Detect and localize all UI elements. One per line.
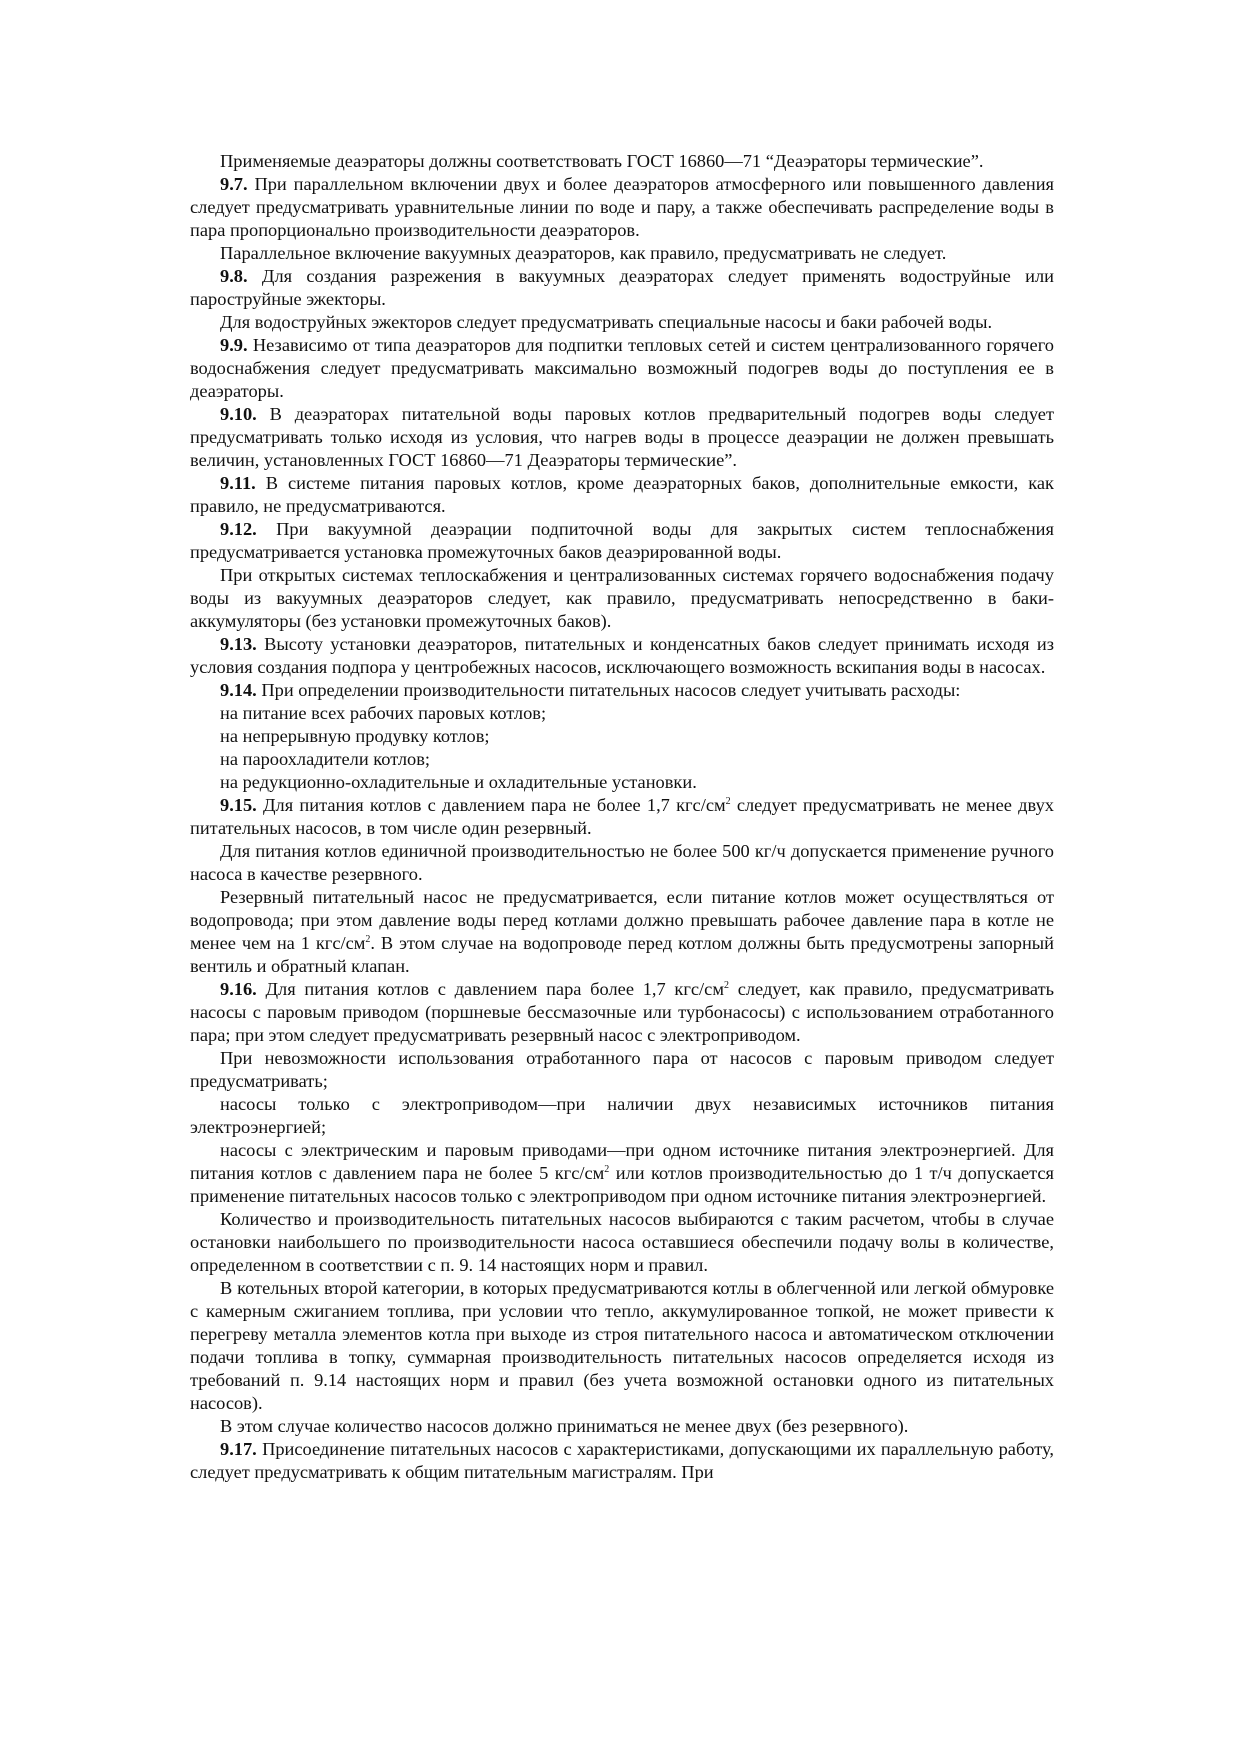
paragraph — [190, 242, 1054, 265]
paragraph — [190, 633, 1054, 679]
paragraph — [190, 1139, 1054, 1208]
clause-number: 9.14. — [220, 680, 257, 700]
clause-number: 9.11. — [220, 473, 256, 493]
paragraph — [190, 1047, 1054, 1093]
paragraph — [190, 403, 1054, 472]
clause-number: 9.13. — [220, 634, 257, 654]
paragraph-text: В котельных второй категории, в которых предусматриваются котлы в облегченной или легкой обмуровке с камерным сжиганием топлива, при условии что тепло, аккумулированное топкой, не может привести к перегреву металла элементов котла при выходе из строя питательного насоса и автоматическом отключении подачи топлива в топку, суммарная производительность питательных насосов определяется исходя из требований п. 9.14 настоящих норм и правил (без учета возможной остановки одного из питательных насосов). — [190, 1278, 1054, 1413]
paragraph-text: Для питания котлов с давлением пара более 1,7 кгс/$см^2$ следует, как правило, предусматривать насосы с паровым приводом (поршневые бессмазочные или турбонасосы) с использованием отработанного пара; при этом следует предусматривать резервный насос с электроприводом. — [190, 979, 1055, 1045]
clause-number: 9.16. — [220, 979, 257, 999]
paragraph-text: Для создания разрежения в вакуумных деаэраторах следует применять водоструйные или пароструйные эжекторы. — [190, 266, 1054, 309]
paragraph-text: Высоту установки деаэраторов, питательных и конденсатных баков следует принимать исходя из условия создания подпора у центробежных насосов, исключающего возможность вскипания воды в насосах. — [190, 634, 1054, 677]
paragraph — [190, 1438, 1054, 1484]
list-item — [190, 725, 1054, 748]
paragraph-text: на непрерывную продувку котлов; — [220, 726, 490, 746]
paragraph-text: на пароохладители котлов; — [220, 749, 430, 769]
paragraph — [190, 1415, 1054, 1438]
paragraph — [190, 1277, 1054, 1415]
paragraph — [190, 794, 1054, 840]
paragraph-text: Применяемые деаэраторы должны соответствовать ГОСТ 16860—71 “Деаэраторы термические”. — [220, 151, 984, 171]
paragraph-text: Количество и производительность питательных насосов выбираются с таким расчетом, чтобы в случае остановки наибольшего по производительности насоса оставшиеся обеспечили подачу волы в количестве, определенном в соответствии с п. 9. 14 настоящих норм и правил. — [190, 1209, 1054, 1275]
clause-number: 9.12. — [220, 519, 257, 539]
paragraph-text: В деаэраторах питательной воды паровых котлов предварительный подогрев воды следует предусматривать только исходя из условия, что нагрев воды в процессе деаэрации не должен превышать величин, установленных ГОСТ 16860—71 Деаэраторы термические”. — [190, 404, 1054, 470]
clause-number: 9.9. — [220, 335, 248, 355]
paragraph-text: Для питания котлов единичной производительностью не более 500 кг/ч допускается применение ручного насоса в качестве резервного. — [190, 841, 1054, 884]
paragraph-text: Резервный питательный насос не предусматривается, если питание котлов может осуществляться от водопровода; при этом давление воды перед котлами должно превышать рабочее давление пара в котле не менее чем на 1 кгс/$см^2$. В этом случае на водопроводе перед котлом должны быть предусмотрены запорный вентиль и обратный клапан. — [190, 887, 1054, 976]
paragraph — [190, 1208, 1054, 1277]
paragraph — [190, 472, 1054, 518]
paragraph — [190, 679, 1054, 702]
paragraph-text: Независимо от типа деаэраторов для подпитки тепловых сетей и систем централизованного горячего водоснабжения следует предусматривать максимально возможный подогрев воды до поступления ее в деаэраторы. — [190, 335, 1054, 401]
clause-number: 9.10. — [220, 404, 257, 424]
paragraph-text: Для водоструйных эжекторов следует предусматривать специальные насосы и баки рабочей воды. — [220, 312, 993, 332]
paragraph — [190, 886, 1054, 978]
paragraph — [190, 150, 1054, 173]
paragraph — [190, 564, 1054, 633]
clause-number: 9.17. — [220, 1439, 257, 1459]
paragraph — [190, 978, 1054, 1047]
paragraph-text: Параллельное включение вакуумных деаэраторов, как правило, предусматривать не следует. — [220, 243, 947, 263]
list-item — [190, 748, 1054, 771]
clause-number: 9.8. — [220, 266, 248, 286]
clause-number: 9.15. — [220, 795, 257, 815]
paragraph-text: При параллельном включении двух и более деаэраторов атмосферного или повышенного давления следует предусматривать уравнительные линии по воде и пару, а также обеспечивать распределение воды в пара пропорционально производительности деаэраторов. — [190, 174, 1054, 240]
document-page — [190, 150, 1054, 1484]
paragraph — [190, 311, 1054, 334]
paragraph — [190, 265, 1054, 311]
paragraph-text: В системе питания паровых котлов, кроме деаэраторных баков, дополнительные емкости, как правило, не предусматриваются. — [190, 473, 1054, 516]
paragraph-text: Присоединение питательных насосов с характеристиками, допускающими их параллельную работу, следует предусматривать к общим питательным магистралям. При — [190, 1439, 1054, 1482]
paragraph — [190, 173, 1054, 242]
paragraph-text: насосы только с электроприводом—при наличии двух независимых источников питания электроэнергией; — [190, 1094, 1054, 1137]
paragraph-text: При вакуумной деаэрации подпиточной воды для закрытых систем теплоснабжения предусматривается установка промежуточных баков деаэрированной воды. — [190, 519, 1054, 562]
paragraph-text: При определении производительности питательных насосов следует учитывать расходы: — [261, 680, 961, 700]
paragraph — [190, 1093, 1054, 1139]
paragraph-text: Для питания котлов с давлением пара не более 1,7 кгс/$см^2$ следует предусматривать не менее двух питательных насосов, в том числе один резервный. — [190, 795, 1054, 838]
paragraph-text: При невозможности использования отработанного пара от насосов с паровым приводом следует предусматривать; — [190, 1048, 1054, 1091]
clause-number: 9.7. — [220, 174, 248, 194]
paragraph-text: насосы с электрическим и паровым приводами—при одном источнике питания электроэнергией. Для питания котлов с давлением пара не более 5 кгс/$см^2$ или котлов производительностью до 1 т/ч допускается применение питательных насосов только с электроприводом при одном источнике питания электроэнергией. — [190, 1140, 1054, 1206]
paragraph-text: В этом случае количество насосов должно приниматься не менее двух (без резервного). — [220, 1416, 909, 1436]
paragraph — [190, 518, 1054, 564]
list-item — [190, 771, 1054, 794]
paragraph — [190, 334, 1054, 403]
list-item — [190, 702, 1054, 725]
paragraph-text: При открытых системах теплоскабжения и централизованных системах горячего водоснабжения подачу воды из вакуумных деаэраторов следует, как правило, предусматривать непосредственно в баки-аккумуляторы (без установки промежуточных баков). — [190, 565, 1054, 631]
paragraph-text: на редукционно-охладительные и охладительные установки. — [220, 772, 697, 792]
paragraph — [190, 840, 1054, 886]
paragraph-text: на питание всех рабочих паровых котлов; — [220, 703, 547, 723]
